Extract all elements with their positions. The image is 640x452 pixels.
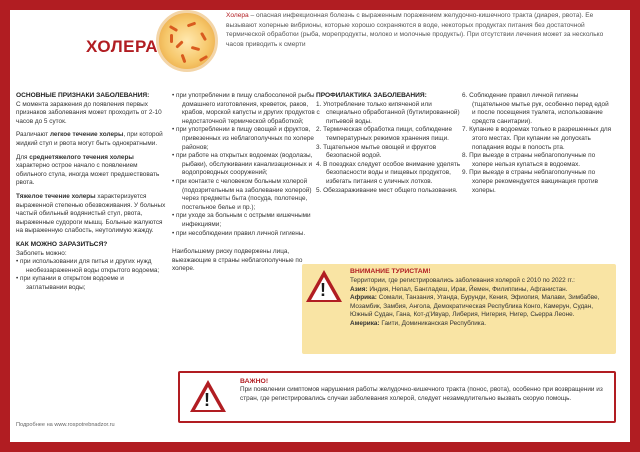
heading-prevention: ПРОФИЛАКТИКА ЗАБОЛЕВАНИЯ: [316,92,427,99]
column-prevention [316,92,464,195]
warning-triangle-icon: ! [306,270,342,302]
list-item: • при купании в открытом водоеме и заглатывании воды; [16,275,124,291]
signs-text: С момента заражения до появления первых признаков заболевания может проходить от 2-10 часов до 5 суток. [16,100,162,125]
intro-paragraph [226,11,618,49]
list-item: • при употреблении в пищу слабосоленой рыбы домашнего изготовления, креветок, раков, крабов, морской капусты и других продуктов с недостаточной термической обработкой; [172,92,320,125]
severe-course: Тяжелое течение холеры характеризуется выраженной степенью обезвоживания. У больных частый обильный водянистый стул, рвота, выраженные судороги мышц. Больные жалуются на выраженную слабость, неутолимую жажду. [16,192,166,235]
footer-link[interactable]: Подробнее на www.rospotrebnadzor.ru [16,422,115,428]
list-item: • при работе на открытых водоемах (водолазы, рыбаки), обслуживании канализационных и водопроводных сооружений; [172,152,313,177]
important-title: ВАЖНО! [240,378,269,385]
bacteria-illustration-icon [156,10,218,72]
list-item: • при использовании для питья и других нужд необеззараженной воды открытого водоема; [16,258,160,274]
medium-course: Для среднетяжелого течения холеры характерно острое начало с появлением обильного стула, иногда может предшествовать рвота. [16,153,160,187]
list-item: 1. Употребление только кипяченой или специально обработанной (бутилированной) питьевой воды. [316,100,460,125]
column-signs [16,92,166,292]
list-item: 5. Обеззараживание мест общего пользования. [316,186,458,194]
intro-text: – опасная инфекционная болезнь с выраженным поражением желудочно-кишечного тракта (диарея, рвота). Ее вызывают холерные вибрионы, которые хорошо сохраняются в воде, некоторых продуктах питания без достаточной термической обработки (рыба, морепродукты, молоко и молочные продукты). При отсутствии лечения может за несколько часов приводить к смерти [226,12,604,48]
heading-how: КАК МОЖНО ЗАРАЗИТЬСЯ? [16,240,108,248]
column-prevention-continued [462,92,612,195]
region-africa: Африка: Сомали, Танзания, Уганда, Бурунди, Кения, Эфиопия, Малави, Зимбабве, Мозамбик, Замбия, Ангола, Демократическая Республика Конго, Камерун, Судан, Южный Судан, Гана, Кот-д'Ивуар, Либерия, Нигерия, Нигер, Сьерра Леоне. [350,294,600,319]
list-item: 7. Купание в водоемах только в разрешенных для этого местах. При купании не допускать попадания воды в полость рта. [462,126,612,151]
list-item: 8. При выезде в страны неблагополучные по холере нельзя купаться в водоемах. [462,152,596,168]
list-item: 3. Тщательное мытье овощей и фруктов безопасной водой. [316,143,437,160]
intro-keyword: Холера [226,12,249,19]
list-item: 6. Соблюдение правил личной гигиены (тщательное мытье рук, особенно перед едой и после посещения туалета, использование средств санитарии). [462,92,609,125]
how-intro: Заболеть можно: [16,249,67,257]
list-item: 9. При выезде в страны неблагополучные по холере рекомендуется вакцинация против холеры. [462,169,598,194]
page-title: ХОЛЕРА [86,37,159,56]
region-america: Америка: Гаити, Доминиканская Республика. [350,319,487,327]
warning-title: ВНИМАНИЕ ТУРИСТАМ! [350,268,431,275]
warning-text [350,277,612,329]
list-item: 4. В поездках следует особое внимание уделять безопасности воды и пищевых продуктов, избегать питания с уличных лотков. [316,160,461,185]
list-item: • при уходе за больным с острыми кишечными инфекциями; [172,212,311,228]
warning-intro: Территории, где регистрировались заболевания холерой с 2010 по 2022 гг.: [350,277,575,284]
risk-text: Наибольшему риску подвержены лица, выезжающие в страны неблагополучные по холере. [172,248,303,273]
light-course: Различают легкое течение холеры, при которой жидкий стул и рвота могут быть однократными. [16,131,163,147]
region-asia: Азия: Индия, Непал, Бангладеш, Ирак, Йемен, Филиппины, Афганистан. [350,285,568,293]
list-item: • при употреблении в пищу овощей и фруктов, привезенных из неблагополучных по холере районов; [172,126,314,151]
list-item: • при несоблюдении правил личной гигиены. [172,229,306,237]
warning-triangle-icon: ! [190,380,226,412]
list-item: • при контакте с человеком больным холерой (подозрительным на заболевание холерой) через предметы быта (посуда, полотенце, постельное белье и пр.); [172,177,312,211]
heading-signs: ОСНОВНЫЕ ПРИЗНАКИ ЗАБОЛЕВАНИЯ: [16,92,150,99]
list-item: 2. Термическая обработка пищи, соблюдение температурных режимов хранения пищи. [316,126,453,142]
important-text: При появлении симптомов нарушения работы желудочно-кишечного тракта (понос, рвота), особенно при возвращении из стран, где регистрировались случаи заболевания холерой, следует незамедлительно вызвать скорую помощь. [240,386,603,402]
column-transmission [172,92,322,274]
